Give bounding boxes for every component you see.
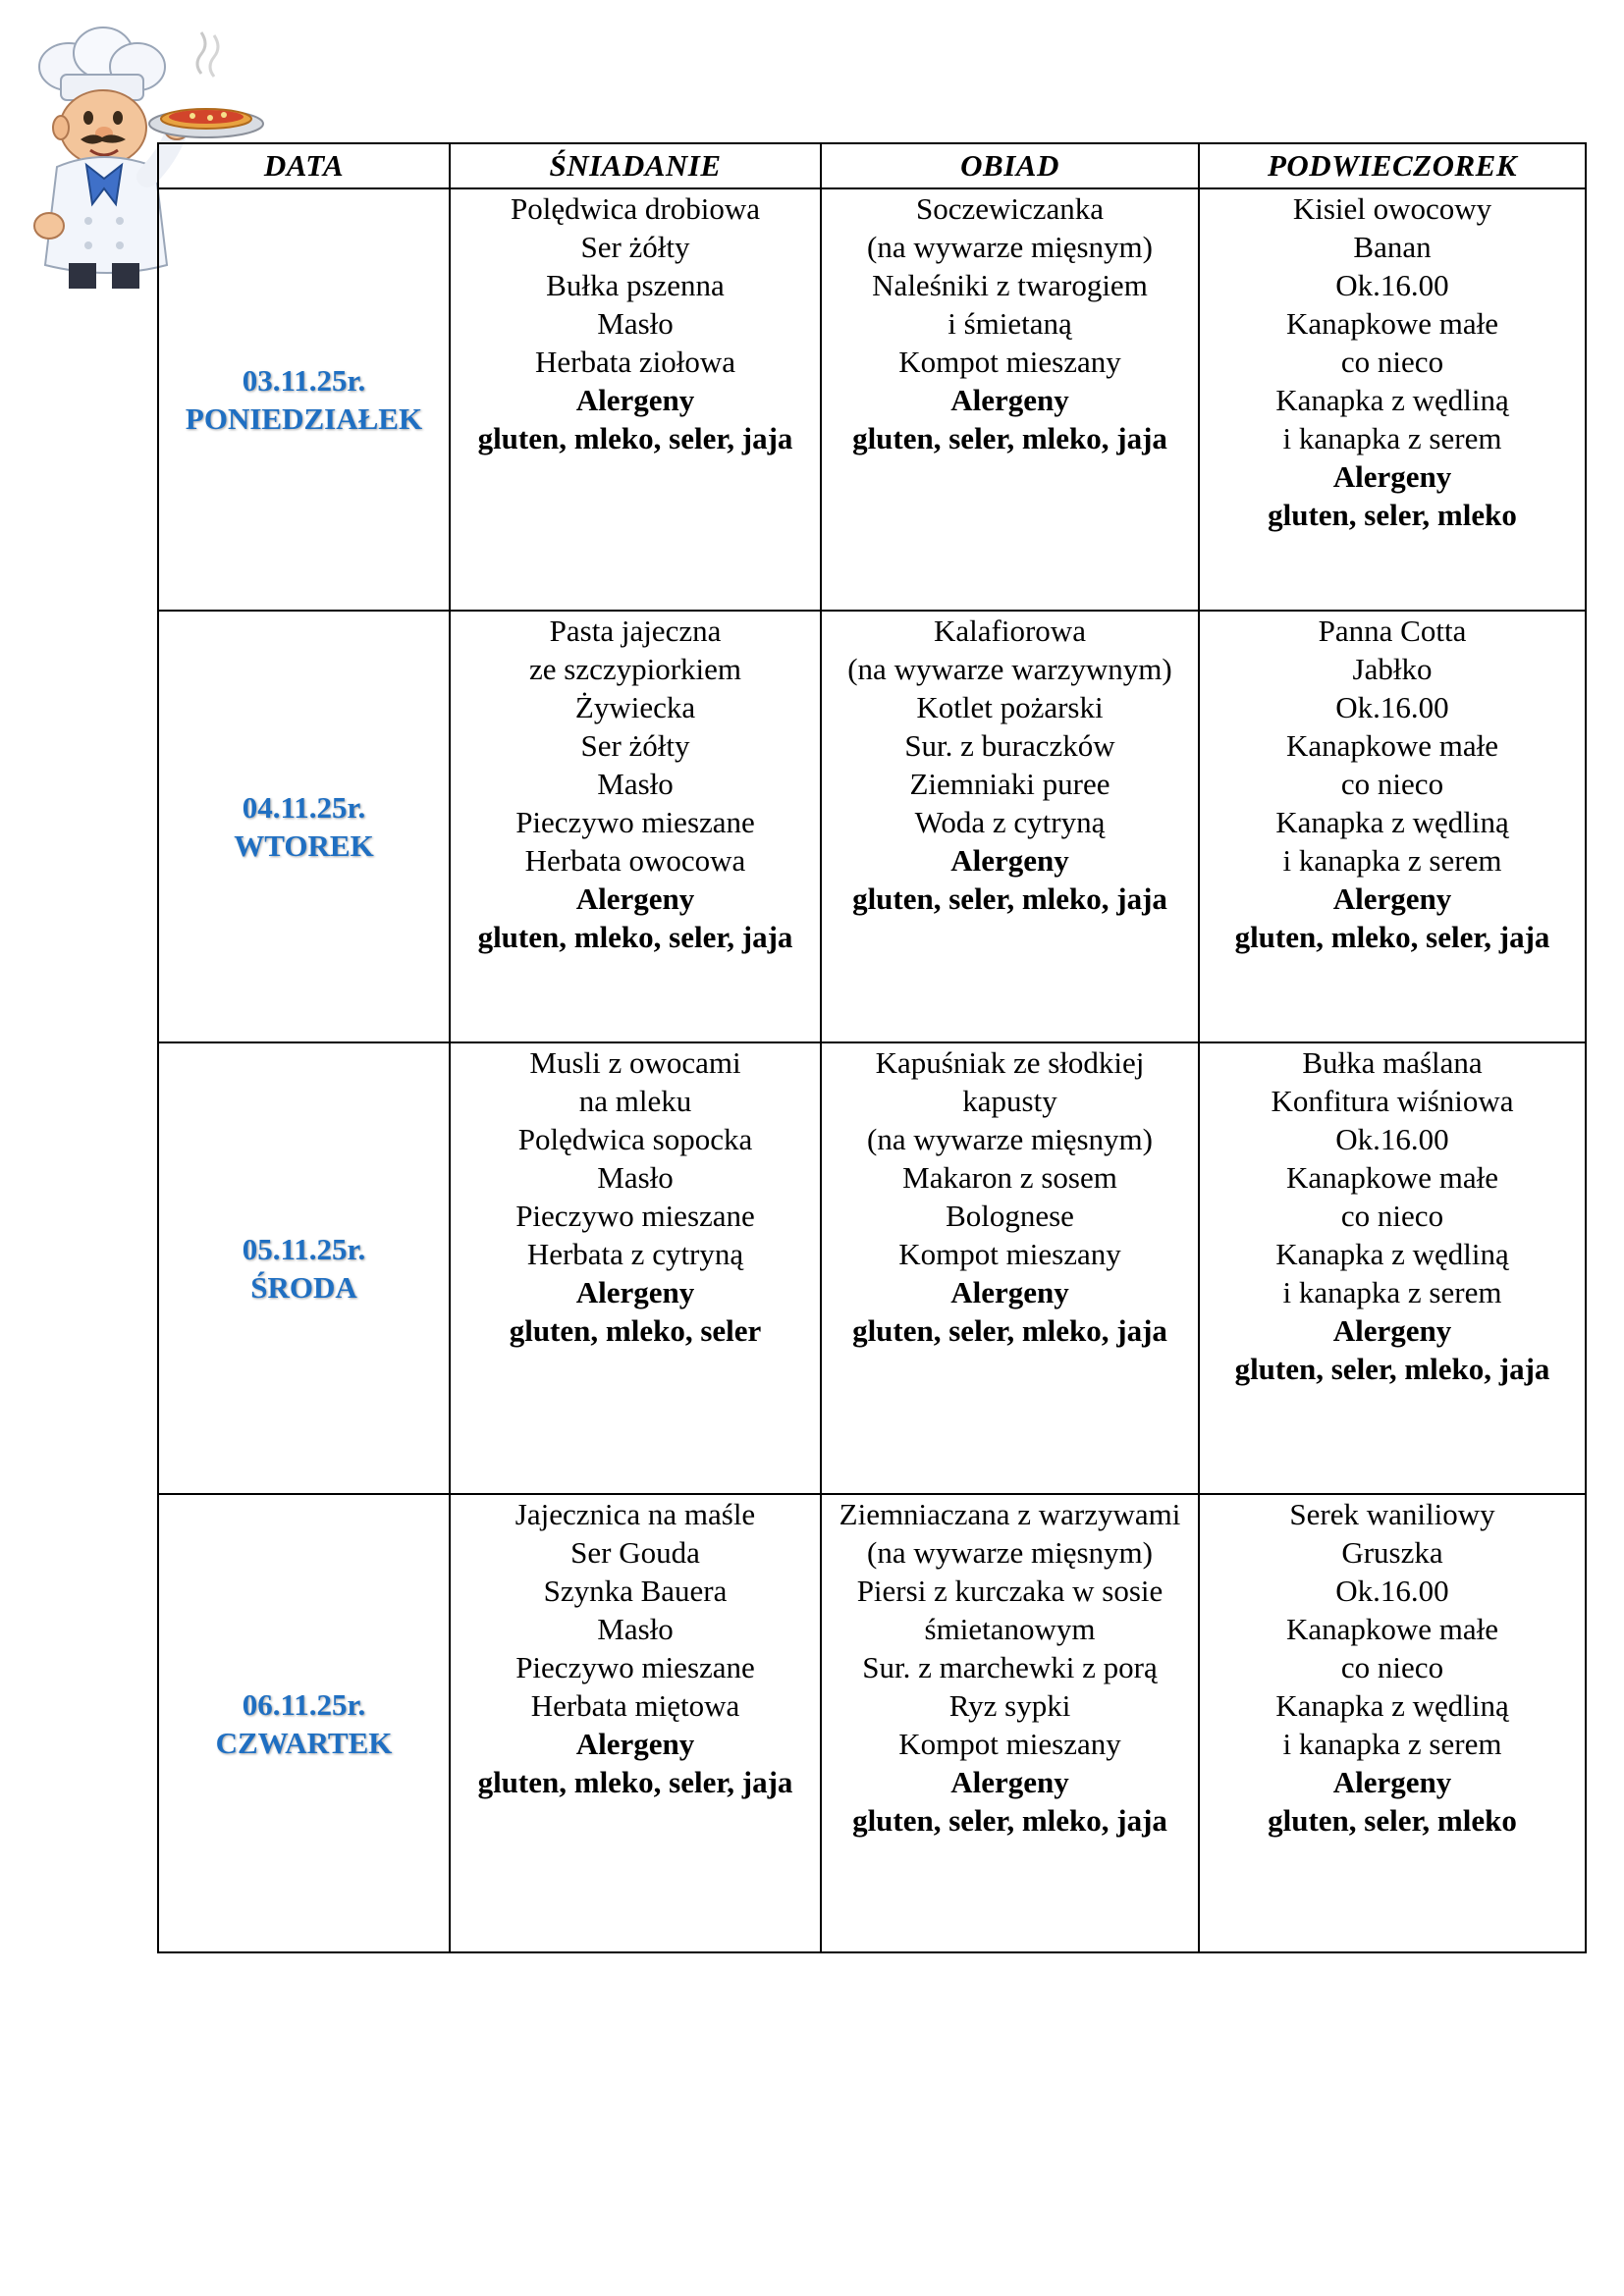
menu-item: Serek waniliowy [1289,1497,1495,1531]
allergens-label: Alergeny [575,383,695,417]
header-snack: PODWIECZOREK [1199,143,1586,188]
menu-item: Kanapka z wędliną [1275,805,1509,839]
menu-item: Masło [597,767,674,801]
day-row [158,611,1586,1042]
day-weekday: PONIEDZIAŁEK [185,401,423,436]
allergens-label: Alergeny [1332,1313,1452,1348]
allergens-label: Alergeny [950,1765,1069,1799]
day-row [158,1042,1586,1494]
menu-item: Musli z owocami [529,1045,741,1080]
menu-item: (na wywarze mięsnym) [867,230,1153,264]
menu-item: Sur. z buraczków [904,728,1115,763]
snack-cell [1199,1042,1586,1494]
day-date-cell [158,1042,450,1494]
menu-item: i kanapka z serem [1282,1727,1502,1761]
menu-item: ze szczypiorkiem [528,652,742,686]
menu-item: Masło [597,306,674,341]
header-breakfast: ŚNIADANIE [450,143,821,188]
menu-item: Naleśniki z twarogiem [872,268,1148,302]
menu-item: Herbata ziołowa [535,345,735,379]
menu-item: Kanapkowe małe [1285,728,1499,763]
allergens-list: gluten, mleko, seler, jaja [477,421,793,455]
menu-item: i kanapka z serem [1282,1275,1502,1309]
menu-item: Kisiel owocowy [1292,191,1492,226]
menu-item: i kanapka z serem [1282,843,1502,878]
menu-item: Herbata z cytryną [526,1237,744,1271]
menu-item: co nieco [1340,1650,1444,1684]
lunch-cell [821,1042,1199,1494]
allergens-label: Alergeny [950,383,1069,417]
menu-item: Polędwica sopocka [517,1122,753,1156]
menu-item: Panna Cotta [1318,614,1467,648]
allergens-list: gluten, seler, mleko, jaja [852,421,1167,455]
allergens-list: gluten, seler, mleko, jaja [852,881,1167,916]
allergens-label: Alergeny [575,1275,695,1309]
allergens-list: gluten, seler, mleko, jaja [852,1803,1167,1838]
allergens-list: gluten, mleko, seler, jaja [477,920,793,954]
allergens-list: gluten, mleko, seler, jaja [477,1765,793,1799]
allergens-list: gluten, mleko, seler, jaja [1234,920,1550,954]
menu-item: Ser żółty [580,728,690,763]
breakfast-cell [450,1494,821,1952]
day-date-cell [158,611,450,1042]
menu-item: Ziemniaki puree [909,767,1110,801]
menu-item: śmietanowym [924,1612,1096,1646]
menu-item: Kanapkowe małe [1285,1160,1499,1195]
menu-item: Kapuśniak ze słodkiej [875,1045,1145,1080]
menu-item: co nieco [1340,767,1444,801]
menu-item: Soczewiczanka [915,191,1105,226]
lunch-cell [821,611,1199,1042]
allergens-list: gluten, seler, mleko, jaja [852,1313,1167,1348]
breakfast-cell [450,1042,821,1494]
menu-item: Bułka maślana [1302,1045,1483,1080]
menu-item: i śmietaną [947,306,1072,341]
menu-item: Kanapkowe małe [1285,1612,1499,1646]
menu-item: Gruszka [1341,1535,1443,1570]
menu-item: Pieczywo mieszane [515,1650,755,1684]
menu-item: Kompot mieszany [898,1727,1121,1761]
menu-item: Kanapkowe małe [1285,306,1499,341]
allergens-label: Alergeny [575,881,695,916]
menu-item: Ok.16.00 [1335,690,1449,724]
snack-cell [1199,188,1586,611]
menu-item: Ok.16.00 [1335,268,1449,302]
menu-item: Jajecznica na maśle [514,1497,756,1531]
menu-item: kapusty [962,1084,1057,1118]
allergens-list: gluten, seler, mleko [1268,498,1517,532]
allergens-label: Alergeny [1332,881,1452,916]
menu-item: (na wywarze warzywnym) [847,652,1172,686]
menu-item: na mleku [578,1084,692,1118]
menu-item: Polędwica drobiowa [511,191,760,226]
allergens-list: gluten, mleko, seler [509,1313,762,1348]
day-row [158,188,1586,611]
menu-item: Ser Gouda [570,1535,700,1570]
menu-item: Ziemniaczana z warzywami [839,1497,1181,1531]
menu-item: Kotlet pożarski [916,690,1104,724]
menu-item: Szynka Bauera [543,1574,728,1608]
snack-cell [1199,611,1586,1042]
menu-item: Ok.16.00 [1335,1574,1449,1608]
header-lunch: OBIAD [821,143,1199,188]
menu-item: Kompot mieszany [898,345,1121,379]
menu-item: i kanapka z serem [1282,421,1502,455]
menu-item: Sur. z marchewki z porą [862,1650,1158,1684]
breakfast-cell [450,611,821,1042]
menu-item: Konfitura wiśniowa [1271,1084,1514,1118]
header-date: DATA [158,143,450,188]
menu-item: co nieco [1340,1199,1444,1233]
menu-item: Kalafiorowa [934,614,1086,648]
menu-item: Herbata owocowa [524,843,746,878]
allergens-label: Alergeny [1332,459,1452,494]
day-date-cell [158,188,450,611]
allergens-label: Alergeny [1332,1765,1452,1799]
menu-item: Masło [597,1160,674,1195]
day-row [158,1494,1586,1952]
day-date: 06.11.25r. [242,1686,366,1722]
breakfast-cell [450,188,821,611]
allergens-list: gluten, seler, mleko, jaja [1234,1352,1550,1386]
allergens-label: Alergeny [575,1727,695,1761]
menu-item: Kanapka z wędliną [1275,1237,1509,1271]
weekly-menu-table [157,142,1587,1953]
menu-item: (na wywarze mięsnym) [867,1122,1153,1156]
menu-item: co nieco [1340,345,1444,379]
menu-item: Żywiecka [574,690,696,724]
day-date: 04.11.25r. [242,790,366,825]
menu-item: Pasta jajeczna [549,614,722,648]
menu-item: Jabłko [1352,652,1433,686]
menu-item: Herbata miętowa [530,1688,740,1723]
menu-item: Banan [1353,230,1432,264]
day-weekday: ŚRODA [250,1270,357,1305]
menu-item: Kanapka z wędliną [1275,383,1509,417]
menu-item: Pieczywo mieszane [515,1199,755,1233]
menu-item: (na wywarze mięsnym) [867,1535,1153,1570]
allergens-label: Alergeny [950,843,1069,878]
menu-item: Ok.16.00 [1335,1122,1449,1156]
day-weekday: CZWARTEK [215,1725,393,1760]
menu-item: Ser żółty [580,230,690,264]
menu-item: Ryz sypki [948,1688,1071,1723]
menu-item: Pieczywo mieszane [515,805,755,839]
menu-item: Makaron z sosem [902,1160,1117,1195]
lunch-cell [821,1494,1199,1952]
header-row [158,143,1586,188]
allergens-list: gluten, seler, mleko [1268,1803,1517,1838]
allergens-label: Alergeny [950,1275,1069,1309]
menu-item: Kanapka z wędliną [1275,1688,1509,1723]
menu-item: Bułka pszenna [546,268,725,302]
menu-item: Piersi z kurczaka w sosie [856,1574,1164,1608]
menu-item: Woda z cytryną [914,805,1106,839]
snack-cell [1199,1494,1586,1952]
menu-item: Masło [597,1612,674,1646]
day-weekday: WTOREK [234,828,374,863]
lunch-cell [821,188,1199,611]
day-date-cell [158,1494,450,1952]
day-date: 03.11.25r. [242,363,366,398]
menu-item: Kompot mieszany [898,1237,1121,1271]
day-date: 05.11.25r. [242,1232,366,1266]
menu-item: Bolognese [946,1199,1074,1233]
